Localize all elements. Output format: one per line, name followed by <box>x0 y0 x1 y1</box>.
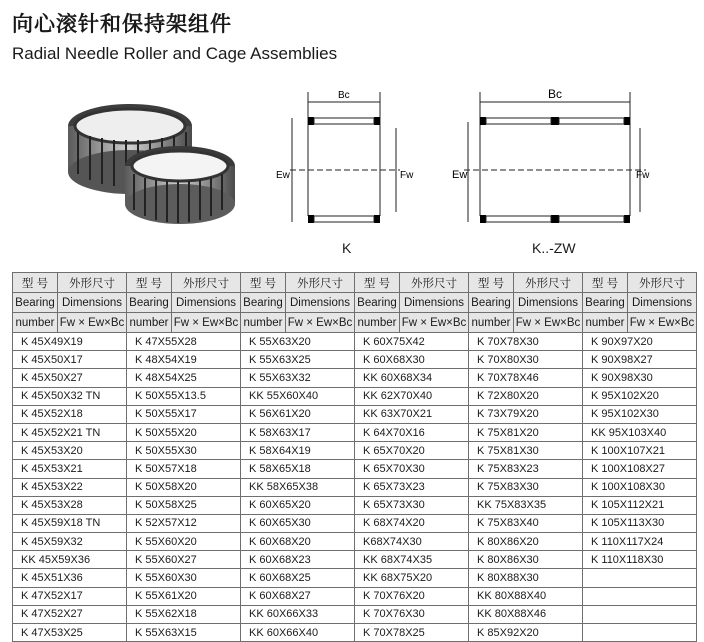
bearing-number-cell: K 50X55X20 <box>127 423 241 441</box>
bearing-number-cell: KK 60X68X34 <box>355 369 469 387</box>
diagram-zw-bc: Bc <box>548 87 563 101</box>
bearing-number-cell: K 45X53X28 <box>13 496 127 514</box>
bearing-number-cell: K 70X80X30 <box>469 351 583 369</box>
table-row <box>13 624 697 642</box>
diagram-k-caption: K <box>342 240 352 256</box>
header-size-cn: 外形尺寸 <box>628 273 697 293</box>
bearing-number-cell: K 70X76X20 <box>355 587 469 605</box>
header-bearing: Bearing <box>355 293 400 313</box>
bearing-number-cell: K 100X108X27 <box>583 460 697 478</box>
bearing-number-cell: K 55X60X27 <box>127 551 241 569</box>
bearing-number-cell: K 70X78X30 <box>469 333 583 351</box>
page-title-cn: 向心滚针和保持架组件 <box>12 12 232 36</box>
bearing-number-cell: K 70X76X30 <box>355 605 469 623</box>
bearing-number-cell: K 60X68X23 <box>241 551 355 569</box>
bearing-number-cell: K 85X92X20 <box>469 624 583 642</box>
bearing-number-cell: K 60X68X20 <box>241 533 355 551</box>
bearing-number-cell: K 45X52X18 <box>13 405 127 423</box>
header-number: number <box>355 313 400 333</box>
bearing-number-cell: K 55X60X20 <box>127 533 241 551</box>
table-row <box>13 387 697 405</box>
bearing-number-cell: K 50X58X20 <box>127 478 241 496</box>
bearing-number-cell: K 55X63X32 <box>241 369 355 387</box>
bearing-number-cell: K 72X80X20 <box>469 387 583 405</box>
bearing-number-cell: K 50X55X30 <box>127 442 241 460</box>
bearing-number-cell: K 60X75X42 <box>355 333 469 351</box>
header-number: number <box>241 313 286 333</box>
bearing-number-cell: K 58X63X17 <box>241 423 355 441</box>
table-row <box>13 442 697 460</box>
diagram-k <box>270 84 420 244</box>
header-dimensions: Dimensions <box>514 293 583 313</box>
bearing-number-cell: K 65X70X30 <box>355 460 469 478</box>
bearing-number-cell: K 65X73X23 <box>355 478 469 496</box>
header-bearing: Bearing <box>127 293 172 313</box>
bearing-number-cell: K 75X81X20 <box>469 423 583 441</box>
bearing-number-cell: K 47X53X25 <box>13 624 127 642</box>
bearing-number-cell: K 48X54X19 <box>127 351 241 369</box>
table-row <box>13 569 697 587</box>
header-model-cn: 型 号 <box>127 273 172 293</box>
bearing-number-cell: KK 55X60X40 <box>241 387 355 405</box>
bearing-number-cell: K 55X60X30 <box>127 569 241 587</box>
bearing-number-cell: KK 75X83X35 <box>469 496 583 514</box>
table-row <box>13 423 697 441</box>
bearing-number-cell: K 80X88X30 <box>469 569 583 587</box>
bearing-number-cell: K 55X63X25 <box>241 351 355 369</box>
diagram-k-zw <box>450 84 650 244</box>
bearing-number-cell: KK 62X70X40 <box>355 387 469 405</box>
table-row <box>13 369 697 387</box>
bearing-number-cell: K 60X68X30 <box>355 351 469 369</box>
bearing-number-cell: K 90X98X30 <box>583 369 697 387</box>
header-bearing: Bearing <box>583 293 628 313</box>
header-dimensions: Dimensions <box>286 293 355 313</box>
bearing-number-cell: K 45X59X18 TN <box>13 514 127 532</box>
bearing-number-cell: K 45X53X21 <box>13 460 127 478</box>
header-size-cn: 外形尺寸 <box>514 273 583 293</box>
bearing-number-cell: K 100X108X30 <box>583 478 697 496</box>
bearing-number-cell: KK 68X74X35 <box>355 551 469 569</box>
spec-table <box>12 272 697 642</box>
table-row <box>13 405 697 423</box>
bearing-number-cell: K 45X53X22 <box>13 478 127 496</box>
bearing-number-cell: K68X74X30 <box>355 533 469 551</box>
table-row <box>13 551 697 569</box>
header-dims-formula: Fw × Ew×Bc <box>286 313 355 333</box>
bearing-number-cell: KK 45X59X36 <box>13 551 127 569</box>
bearing-number-cell: K 45X50X17 <box>13 351 127 369</box>
bearing-number-cell: K 68X74X20 <box>355 514 469 532</box>
table-row <box>13 333 697 351</box>
header-size-cn: 外形尺寸 <box>58 273 127 293</box>
bearing-number-cell: KK 95X103X40 <box>583 423 697 441</box>
bearing-number-cell: K 45X50X32 TN <box>13 387 127 405</box>
bearing-number-cell <box>583 569 697 587</box>
header-model-cn: 型 号 <box>13 273 58 293</box>
header-size-cn: 外形尺寸 <box>286 273 355 293</box>
bearing-number-cell: K 50X55X13.5 <box>127 387 241 405</box>
bearing-number-cell: K 45X53X20 <box>13 442 127 460</box>
bearing-number-cell: K 95X102X30 <box>583 405 697 423</box>
header-dimensions: Dimensions <box>58 293 127 313</box>
bearing-number-cell: K 60X68X27 <box>241 587 355 605</box>
bearing-number-cell: K 75X83X30 <box>469 478 583 496</box>
bearing-number-cell: K 45X59X32 <box>13 533 127 551</box>
diagram-k-bc: Bc <box>338 90 350 101</box>
bearing-number-cell: KK 68X75X20 <box>355 569 469 587</box>
header-size-cn: 外形尺寸 <box>172 273 241 293</box>
header-model-cn: 型 号 <box>241 273 286 293</box>
bearing-number-cell <box>583 624 697 642</box>
bearing-number-cell: K 50X55X17 <box>127 405 241 423</box>
header-bearing: Bearing <box>241 293 286 313</box>
spec-table-body <box>13 333 697 642</box>
header-model-cn: 型 号 <box>469 273 514 293</box>
bearing-number-cell: KK 80X88X40 <box>469 587 583 605</box>
bearing-number-cell: K 60X68X25 <box>241 569 355 587</box>
table-row <box>13 587 697 605</box>
bearing-number-cell: K 70X78X46 <box>469 369 583 387</box>
header-dims-formula: Fw × Ew×Bc <box>514 313 583 333</box>
bearing-number-cell: K 80X86X20 <box>469 533 583 551</box>
header-dims-formula: Fw × Ew×Bc <box>400 313 469 333</box>
spec-table-header <box>13 273 697 333</box>
table-row <box>13 533 697 551</box>
bearing-number-cell: K 65X73X30 <box>355 496 469 514</box>
bearing-number-cell: KK 60X66X33 <box>241 605 355 623</box>
header-bearing: Bearing <box>13 293 58 313</box>
bearing-number-cell: K 75X81X30 <box>469 442 583 460</box>
header-number: number <box>127 313 172 333</box>
bearing-number-cell: K 105X113X30 <box>583 514 697 532</box>
bearing-number-cell: KK 58X65X38 <box>241 478 355 496</box>
bearing-number-cell: K 47X52X17 <box>13 587 127 605</box>
bearing-number-cell: K 45X51X36 <box>13 569 127 587</box>
bearing-number-cell: K 80X86X30 <box>469 551 583 569</box>
bearing-number-cell: K 55X63X15 <box>127 624 241 642</box>
diagram-zw-fw: Fw <box>636 170 650 181</box>
bearing-number-cell: K 60X65X20 <box>241 496 355 514</box>
table-row <box>13 478 697 496</box>
diagram-k-ew: Ew <box>276 170 290 181</box>
bearing-number-cell: K 65X70X20 <box>355 442 469 460</box>
bearing-number-cell: K 58X64X19 <box>241 442 355 460</box>
bearing-number-cell: K 105X112X21 <box>583 496 697 514</box>
header-dims-formula: Fw × Ew×Bc <box>58 313 127 333</box>
table-row <box>13 605 697 623</box>
bearing-number-cell: K 58X65X18 <box>241 460 355 478</box>
bearing-number-cell: K 95X102X20 <box>583 387 697 405</box>
bearing-number-cell: K 73X79X20 <box>469 405 583 423</box>
bearing-number-cell: KK 63X70X21 <box>355 405 469 423</box>
header-model-cn: 型 号 <box>583 273 628 293</box>
header-bearing: Bearing <box>469 293 514 313</box>
bearing-number-cell: K 70X78X25 <box>355 624 469 642</box>
diagram-zw-caption: K..-ZW <box>532 240 576 256</box>
header-dims-formula: Fw × Ew×Bc <box>628 313 697 333</box>
product-photo <box>60 88 250 238</box>
bearing-number-cell: K 60X65X30 <box>241 514 355 532</box>
bearing-number-cell: K 45X50X27 <box>13 369 127 387</box>
header-dimensions: Dimensions <box>400 293 469 313</box>
table-row <box>13 351 697 369</box>
bearing-number-cell: K 55X62X18 <box>127 605 241 623</box>
bearing-number-cell: KK 60X66X40 <box>241 624 355 642</box>
bearing-number-cell: K 75X83X40 <box>469 514 583 532</box>
header-size-cn: 外形尺寸 <box>400 273 469 293</box>
header-dimensions: Dimensions <box>628 293 697 313</box>
bearing-number-cell: K 100X107X21 <box>583 442 697 460</box>
bearing-number-cell: K 45X52X21 TN <box>13 423 127 441</box>
bearing-number-cell: K 55X63X20 <box>241 333 355 351</box>
bearing-number-cell: K 55X61X20 <box>127 587 241 605</box>
header-number: number <box>469 313 514 333</box>
bearing-number-cell: K 52X57X12 <box>127 514 241 532</box>
bearing-number-cell: K 45X49X19 <box>13 333 127 351</box>
page-title-en: Radial Needle Roller and Cage Assemblies <box>12 44 338 63</box>
header-dimensions: Dimensions <box>172 293 241 313</box>
bearing-number-cell <box>583 605 697 623</box>
header-dims-formula: Fw × Ew×Bc <box>172 313 241 333</box>
bearing-number-cell: K 110X118X30 <box>583 551 697 569</box>
bearing-number-cell: K 50X58X25 <box>127 496 241 514</box>
bearing-number-cell: K 47X52X27 <box>13 605 127 623</box>
bearing-number-cell: K 47X55X28 <box>127 333 241 351</box>
table-row <box>13 514 697 532</box>
header-number: number <box>13 313 58 333</box>
diagram-zw-ew: Ew <box>452 169 468 181</box>
bearing-number-cell: K 50X57X18 <box>127 460 241 478</box>
bearing-number-cell: K 56X61X20 <box>241 405 355 423</box>
bearing-number-cell: K 90X98X27 <box>583 351 697 369</box>
bearing-number-cell: K 64X70X16 <box>355 423 469 441</box>
bearing-number-cell: KK 80X88X46 <box>469 605 583 623</box>
diagram-k-fw: Fw <box>400 170 414 181</box>
table-row <box>13 460 697 478</box>
bearing-number-cell: K 75X83X23 <box>469 460 583 478</box>
header-model-cn: 型 号 <box>355 273 400 293</box>
bearing-number-cell: K 90X97X20 <box>583 333 697 351</box>
bearing-number-cell <box>583 587 697 605</box>
table-row <box>13 496 697 514</box>
bearing-number-cell: K 48X54X25 <box>127 369 241 387</box>
bearing-number-cell: K 110X117X24 <box>583 533 697 551</box>
header-number: number <box>583 313 628 333</box>
